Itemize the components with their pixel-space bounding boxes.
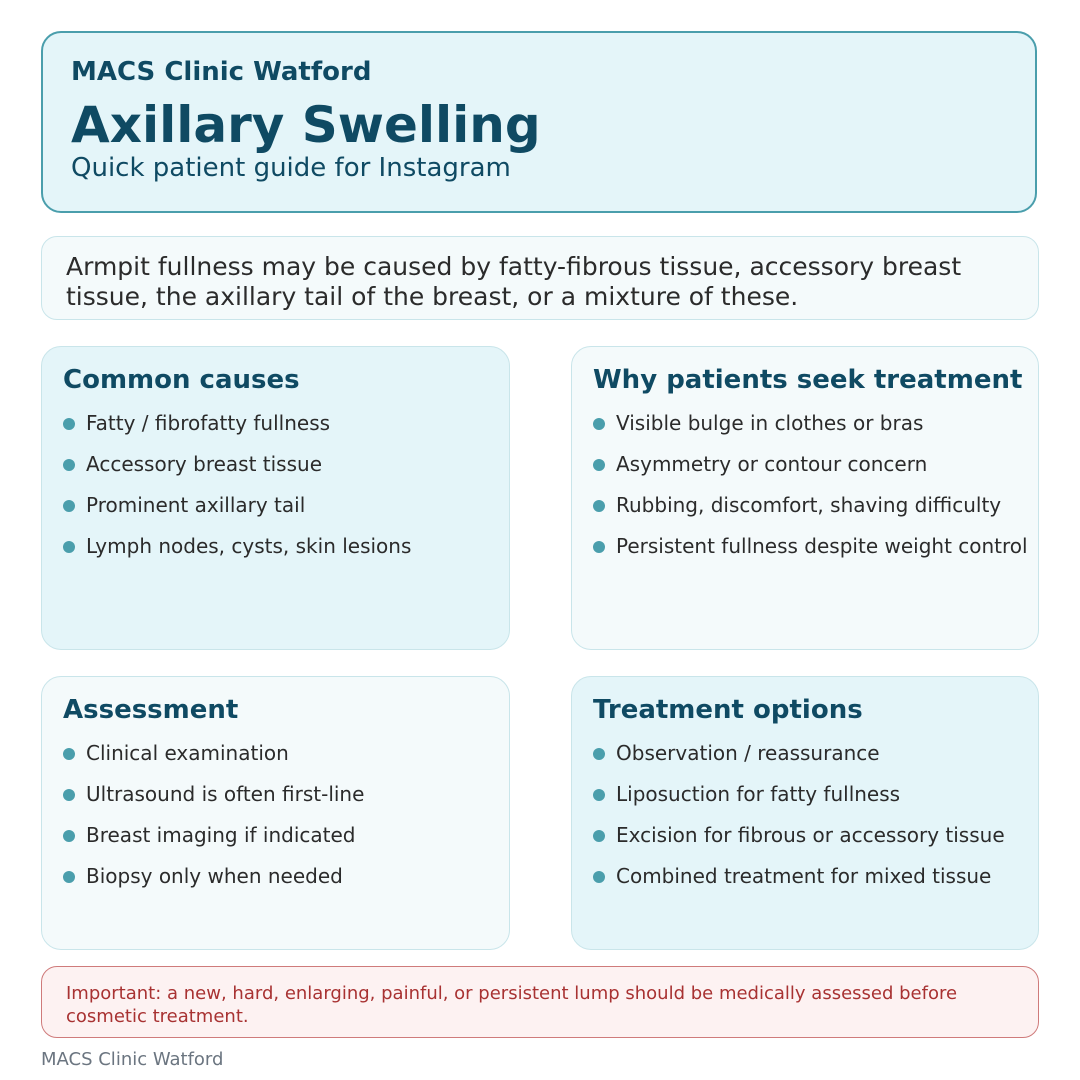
list-item: Fatty / fibrofatty fullness bbox=[63, 411, 499, 436]
warning-box bbox=[41, 966, 1039, 1038]
clinic-name: MACS Clinic Watford bbox=[71, 57, 372, 87]
header-banner bbox=[41, 31, 1037, 213]
list-item: Lymph nodes, cysts, skin lesions bbox=[63, 534, 499, 559]
bullet-dot-icon bbox=[63, 789, 75, 801]
bullet-dot-icon bbox=[593, 748, 605, 760]
bullet-dot-icon bbox=[593, 871, 605, 883]
list-item: Liposuction for fatty fullness bbox=[593, 782, 1028, 807]
list-item: Rubbing, discomfort, shaving difficulty bbox=[593, 493, 1028, 518]
bullet-dot-icon bbox=[63, 418, 75, 430]
bullet-dot-icon bbox=[593, 830, 605, 842]
warning-text: Important: a new, hard, enlarging, painful, or persistent lump should be medically assessed before cosmetic treatment. bbox=[66, 983, 958, 1027]
bullet-dot-icon bbox=[593, 789, 605, 801]
list-item: Visible bulge in clothes or bras bbox=[593, 411, 1028, 436]
list-item: Observation / reassurance bbox=[593, 741, 1028, 766]
card-common-causes bbox=[41, 346, 510, 650]
list-item: Persistent fullness despite weight control bbox=[593, 534, 1028, 559]
footer-credit: MACS Clinic Watford bbox=[41, 1049, 224, 1070]
list-item: Accessory breast tissue bbox=[63, 452, 499, 477]
list-item: Prominent axillary tail bbox=[63, 493, 499, 518]
bullet-dot-icon bbox=[593, 459, 605, 471]
bullet-dot-icon bbox=[63, 459, 75, 471]
bullet-dot-icon bbox=[593, 418, 605, 430]
card-title-causes: Common causes bbox=[63, 365, 300, 395]
list-item: Breast imaging if indicated bbox=[63, 823, 499, 848]
card-title-treatment: Treatment options bbox=[593, 695, 863, 725]
bullet-dot-icon bbox=[593, 541, 605, 553]
list-item: Asymmetry or contour concern bbox=[593, 452, 1028, 477]
list-item: Combined treatment for mixed tissue bbox=[593, 864, 1028, 889]
reasons-list bbox=[593, 411, 1028, 575]
list-item: Biopsy only when needed bbox=[63, 864, 499, 889]
assessment-list bbox=[63, 741, 499, 905]
bullet-dot-icon bbox=[63, 871, 75, 883]
bullet-dot-icon bbox=[63, 748, 75, 760]
bullet-dot-icon bbox=[63, 500, 75, 512]
card-assessment bbox=[41, 676, 510, 950]
card-treatment-options bbox=[571, 676, 1039, 950]
list-item: Clinical examination bbox=[63, 741, 499, 766]
card-title-assessment: Assessment bbox=[63, 695, 239, 725]
card-title-reasons: Why patients seek treatment bbox=[593, 365, 1023, 395]
treatment-list bbox=[593, 741, 1028, 905]
page-title: Axillary Swelling bbox=[71, 96, 541, 154]
list-item: Excision for fibrous or accessory tissue bbox=[593, 823, 1028, 848]
intro-box bbox=[41, 236, 1039, 320]
page-subtitle: Quick patient guide for Instagram bbox=[71, 153, 511, 183]
card-why-treatment bbox=[571, 346, 1039, 650]
intro-text: Armpit fullness may be caused by fatty-fibrous tissue, accessory breast tissue, the axillary tail of the breast, or a mixture of these. bbox=[66, 252, 962, 311]
bullet-dot-icon bbox=[63, 830, 75, 842]
list-item: Ultrasound is often first-line bbox=[63, 782, 499, 807]
bullet-dot-icon bbox=[593, 500, 605, 512]
bullet-dot-icon bbox=[63, 541, 75, 553]
causes-list bbox=[63, 411, 499, 575]
